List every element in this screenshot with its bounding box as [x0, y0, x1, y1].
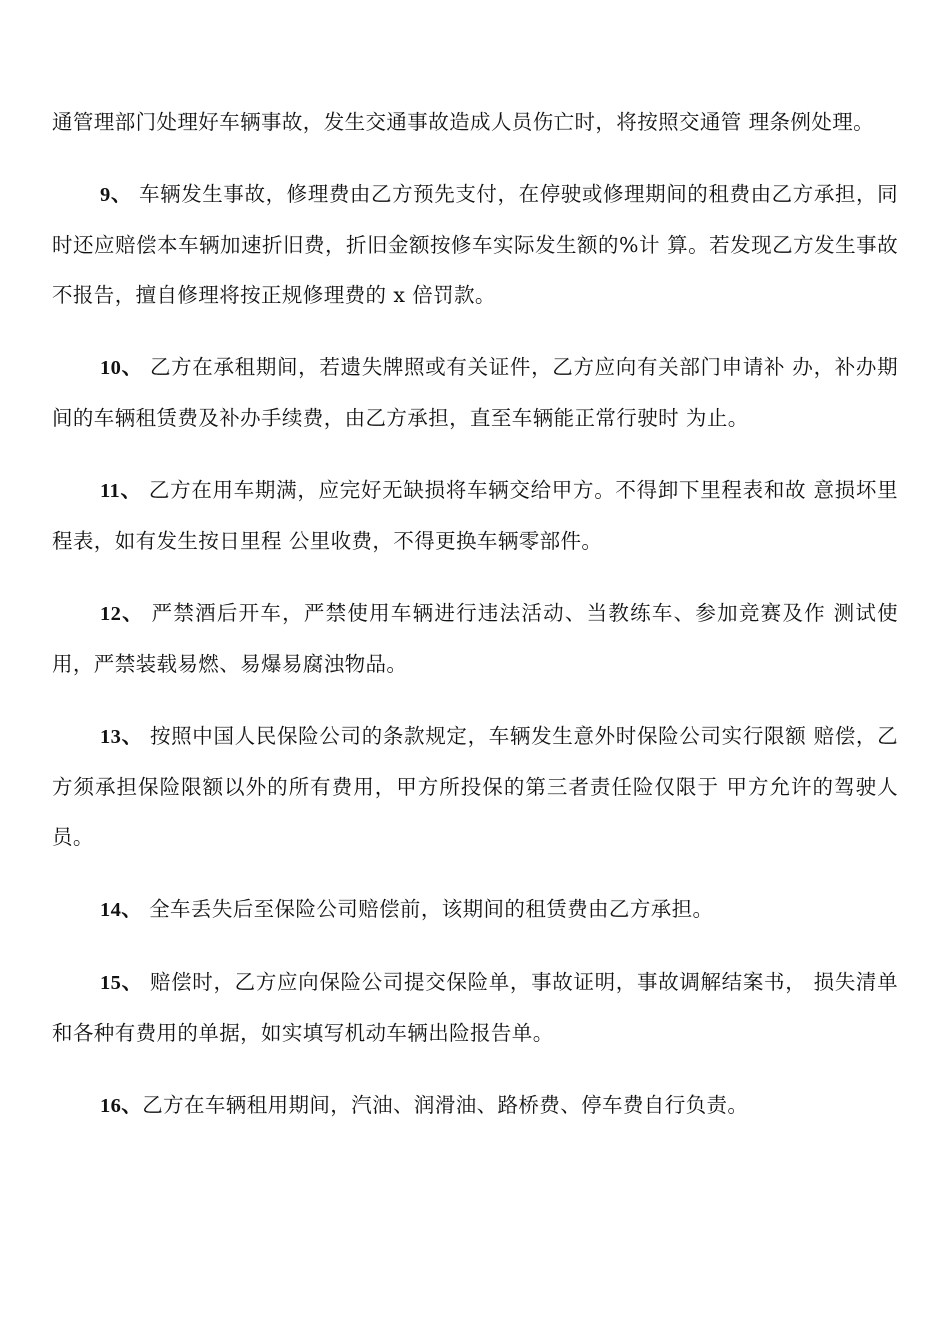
clause-10 [52, 342, 898, 443]
clause-12 [52, 588, 898, 689]
clause-13 [52, 711, 898, 862]
clause-text: 严禁酒后开车，严禁使用车辆进行违法活动、当教练车、参加竞赛及作 测试使用，严禁装载易燃、易爆易腐浊物品。 [52, 601, 899, 676]
clause-text: 按照中国人民保险公司的条款规定，车辆发生意外时保险公司实行限额 赔偿，乙方须承担保险限额以外的所有费用，甲方所投保的第三者责任险仅限于 甲方允许的驾驶人员。 [52, 724, 898, 849]
clause-text: 乙方在车辆租用期间，汽油、润滑油、路桥费、停车费自行负责。 [142, 1093, 749, 1117]
clause-text: 乙方在用车期满，应完好无缺损将车辆交给甲方。不得卸下里程表和故 意损坏里程表，如有发生按日里程 公里收费，不得更换车辆零部件。 [52, 478, 898, 553]
clause-number: 14、 [100, 899, 143, 921]
clause-number: 12、 [100, 603, 144, 625]
clause-16 [52, 1080, 898, 1131]
clause-number: 16、 [100, 1095, 143, 1117]
document-page [52, 97, 898, 1153]
continued-paragraph: 通管理部门处理好车辆事故，发生交通事故造成人员伤亡时，将按照交通管 理条例处理。 [52, 110, 875, 134]
clause-number: 9、 [100, 184, 132, 206]
clause-number: 11、 [100, 480, 142, 502]
clause-text: 全车丢失后至保险公司赔偿前，该期间的租赁费由乙方承担。 [142, 897, 714, 921]
clause-number: 10、 [100, 357, 143, 379]
clause-9 [52, 169, 898, 320]
clause-11 [52, 465, 898, 566]
clause-14 [52, 884, 898, 935]
clause-text: 车辆发生事故，修理费由乙方预先支付，在停驶或修理期间的租费由乙方承担，同时还应赔偿本车辆加速折旧费，折旧金额按修车实际发生额的%计 算。若发现乙方发生事故不报告，擅自修理将按正规修理费的 x 倍罚款。 [52, 182, 898, 307]
clause-text: 赔偿时，乙方应向保险公司提交保险单，事故证明，事故调解结案书， 损失清单和各种有费用的单据，如实填写机动车辆出险报告单。 [52, 970, 898, 1045]
clause-text: 乙方在承租期间，若遗失牌照或有关证件，乙方应向有关部门申请补 办，补办期间的车辆租赁费及补办手续费，由乙方承担，直至车辆能正常行驶时 为止。 [52, 355, 898, 430]
clause-15 [52, 957, 898, 1058]
clause-number: 15、 [100, 972, 143, 994]
clause-number: 13、 [100, 726, 143, 748]
